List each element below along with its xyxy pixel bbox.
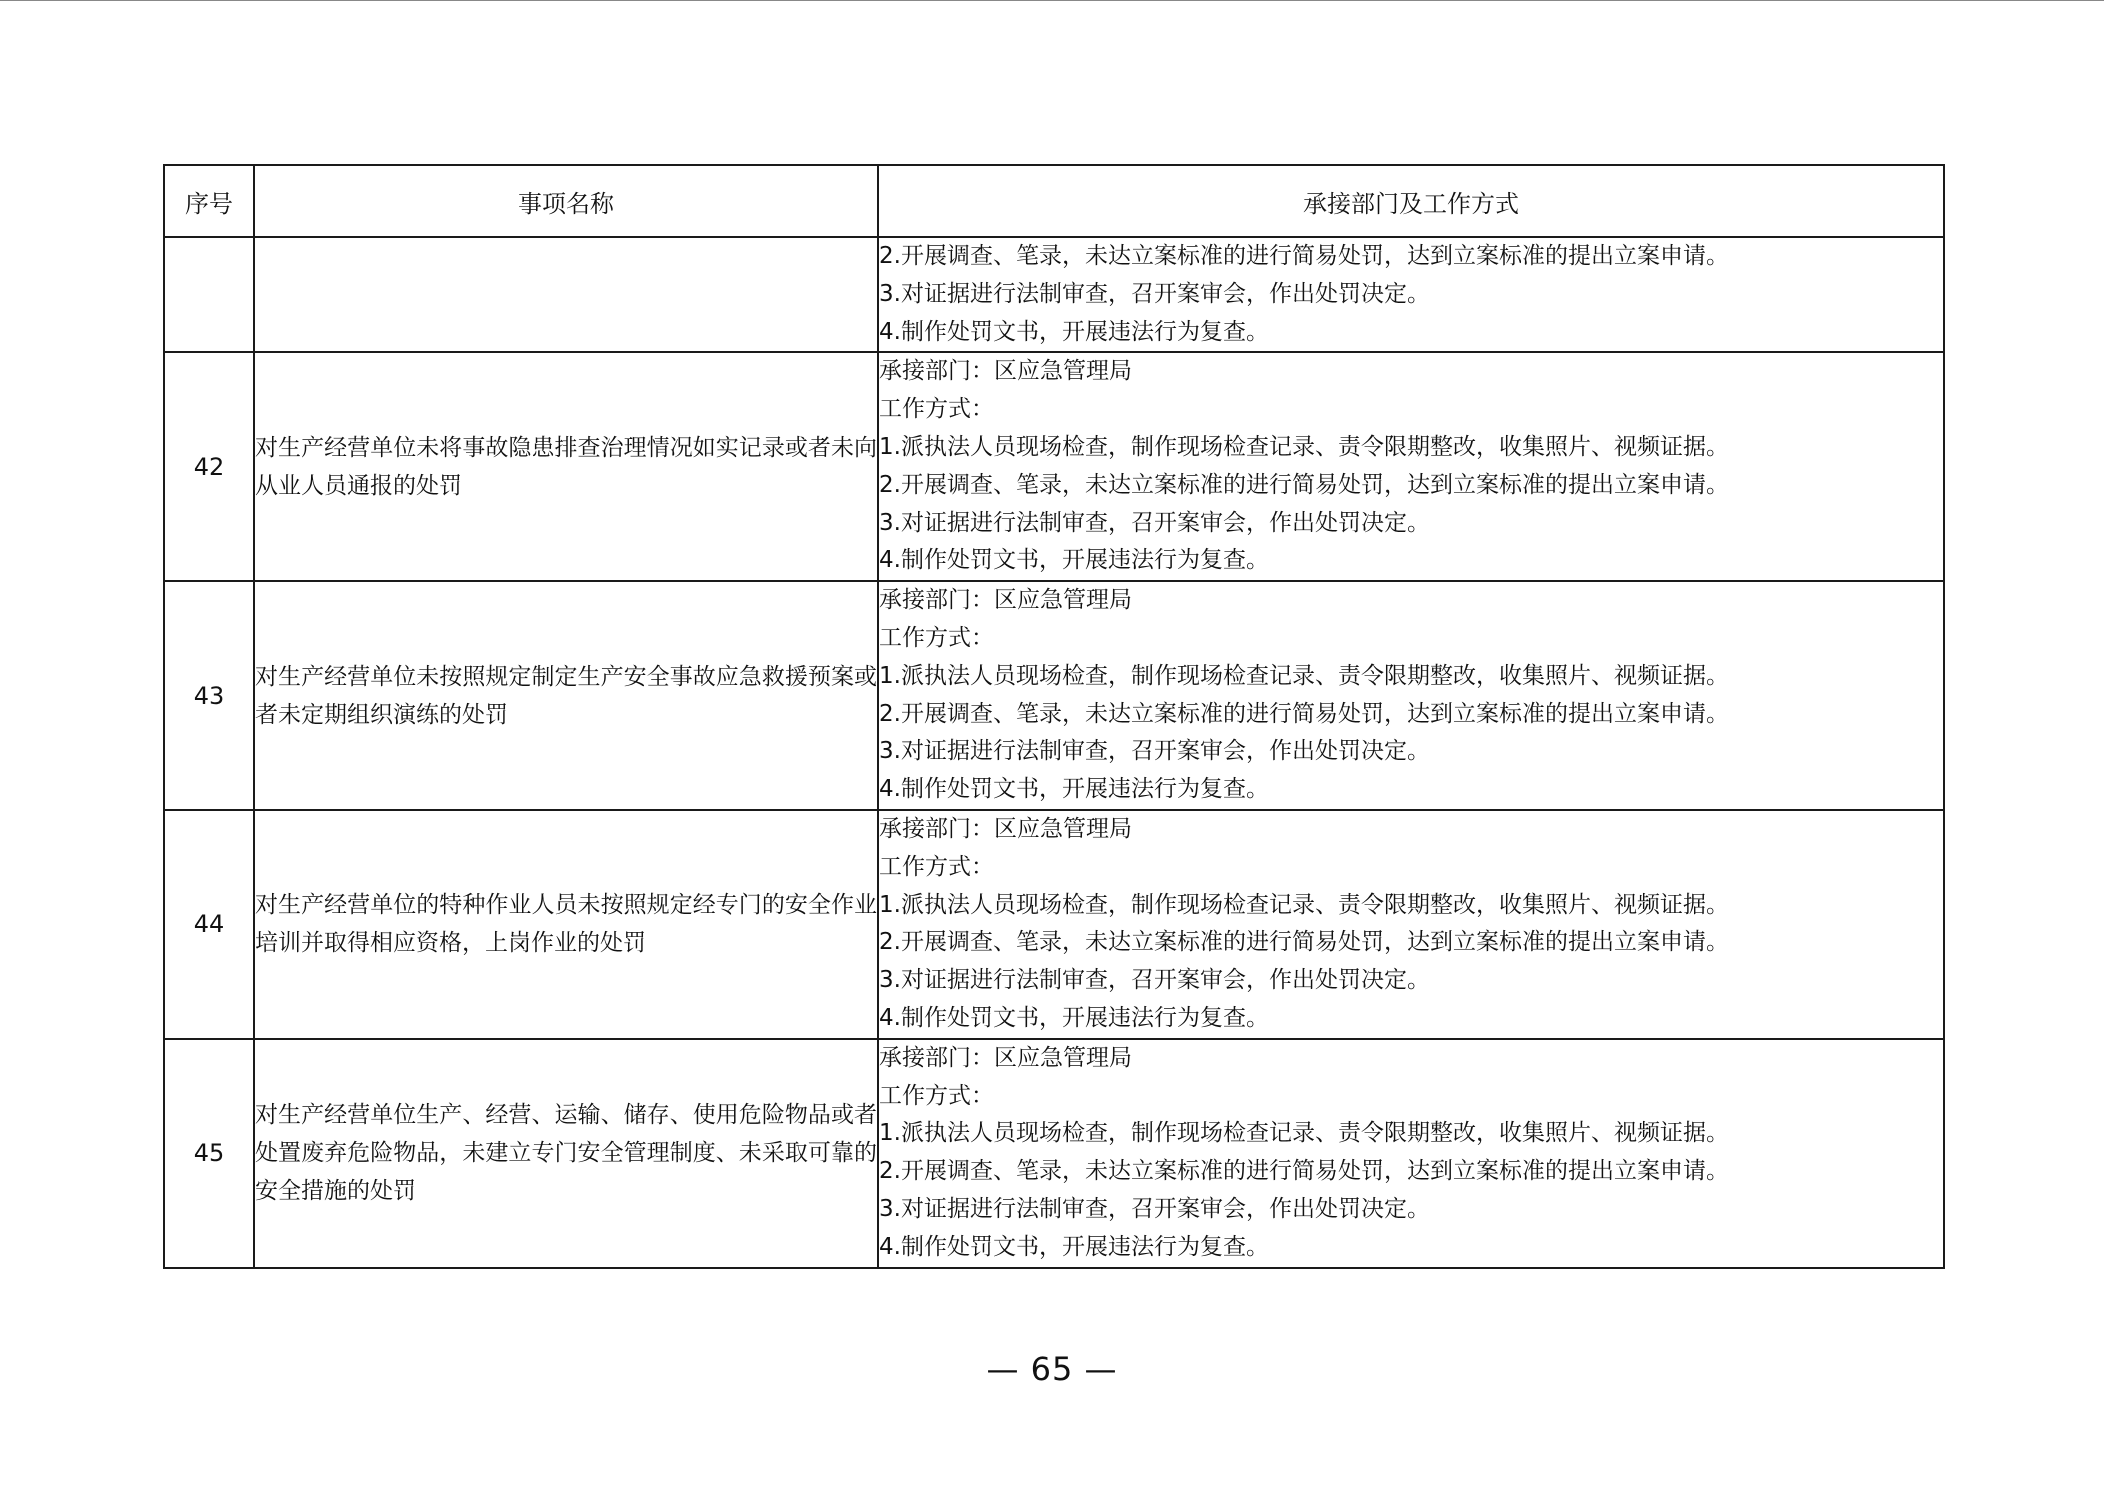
dept-line: 1.派执法人员现场检查，制作现场检查记录、责令限期整改，收集照片、视频证据。 [879, 433, 1729, 460]
page-number: — 65 — [986, 1350, 1118, 1388]
row-dept [878, 237, 1944, 352]
row-dept [878, 810, 1944, 1039]
dept-line: 3.对证据进行法制审查，召开案审会，作出处罚决定。 [879, 967, 1430, 994]
row-name: 对生产经营单位的特种作业人员未按照规定经专门的安全作业培训并取得相应资格，上岗作业的处罚 [254, 810, 878, 1039]
row-name: 对生产经营单位未按照规定制定生产安全事故应急救援预案或者未定期组织演练的处罚 [254, 581, 878, 810]
dept-line: 1.派执法人员现场检查，制作现场检查记录、责令限期整改，收集照片、视频证据。 [879, 891, 1729, 918]
row-dept [878, 352, 1944, 581]
top-rule [0, 0, 2104, 1]
row-name: 对生产经营单位生产、经营、运输、储存、使用危险物品或者处置废弃危险物品，未建立专门安全管理制度、未采取可靠的安全措施的处罚 [254, 1039, 878, 1268]
dept-line: 工作方式： [879, 1082, 994, 1109]
table-row [164, 810, 1944, 1039]
row-name [254, 237, 878, 352]
dept-line: 承接部门：区应急管理局 [879, 358, 1132, 385]
header-dept: 承接部门及工作方式 [878, 165, 1944, 237]
dept-line: 2.开展调查、笔录，未达立案标准的进行简易处罚，达到立案标准的提出立案申请。 [879, 929, 1729, 956]
dept-line: 工作方式： [879, 396, 994, 423]
dept-line: 2.开展调查、笔录，未达立案标准的进行简易处罚，达到立案标准的提出立案申请。 [879, 700, 1729, 727]
row-dept [878, 1039, 1944, 1268]
dept-line: 3.对证据进行法制审查，召开案审会，作出处罚决定。 [879, 738, 1430, 765]
dept-line: 4.制作处罚文书，开展违法行为复查。 [879, 1004, 1269, 1031]
dept-line: 2.开展调查、笔录，未达立案标准的进行简易处罚，达到立案标准的提出立案申请。 [879, 1158, 1729, 1185]
dept-line: 承接部门：区应急管理局 [879, 815, 1132, 842]
dept-line: 4.制作处罚文书，开展违法行为复查。 [879, 547, 1269, 574]
dept-line: 4.制作处罚文书，开展违法行为复查。 [879, 1233, 1269, 1260]
header-seq: 序号 [164, 165, 254, 237]
dept-line: 1.派执法人员现场检查，制作现场检查记录、责令限期整改，收集照片、视频证据。 [879, 662, 1729, 689]
table-row [164, 1039, 1944, 1268]
row-seq: 44 [164, 810, 254, 1039]
row-seq: 42 [164, 352, 254, 581]
header-name: 事项名称 [254, 165, 878, 237]
table-row [164, 352, 1944, 581]
row-dept [878, 581, 1944, 810]
dept-line: 2.开展调查、笔录，未达立案标准的进行简易处罚，达到立案标准的提出立案申请。 [879, 471, 1729, 498]
table-header-row [164, 165, 1944, 237]
dept-line: 承接部门：区应急管理局 [879, 587, 1132, 614]
table-row [164, 581, 1944, 810]
row-seq: 43 [164, 581, 254, 810]
dept-line: 1.派执法人员现场检查，制作现场检查记录、责令限期整改，收集照片、视频证据。 [879, 1120, 1729, 1147]
dept-line: 3.对证据进行法制审查，召开案审会，作出处罚决定。 [879, 280, 1430, 307]
dept-line: 4.制作处罚文书，开展违法行为复查。 [879, 318, 1269, 345]
dept-line: 3.对证据进行法制审查，召开案审会，作出处罚决定。 [879, 1195, 1430, 1222]
dept-line: 3.对证据进行法制审查，召开案审会，作出处罚决定。 [879, 509, 1430, 536]
dept-line: 工作方式： [879, 853, 994, 880]
dept-line: 承接部门：区应急管理局 [879, 1044, 1132, 1071]
dept-line: 工作方式： [879, 624, 994, 651]
dept-line: 2.开展调查、笔录，未达立案标准的进行简易处罚，达到立案标准的提出立案申请。 [879, 243, 1729, 269]
row-seq [164, 237, 254, 352]
row-name: 对生产经营单位未将事故隐患排查治理情况如实记录或者未向从业人员通报的处罚 [254, 352, 878, 581]
dept-line: 4.制作处罚文书，开展违法行为复查。 [879, 776, 1269, 803]
table-row [164, 237, 1944, 352]
row-seq: 45 [164, 1039, 254, 1268]
matters-table [163, 164, 1945, 1269]
